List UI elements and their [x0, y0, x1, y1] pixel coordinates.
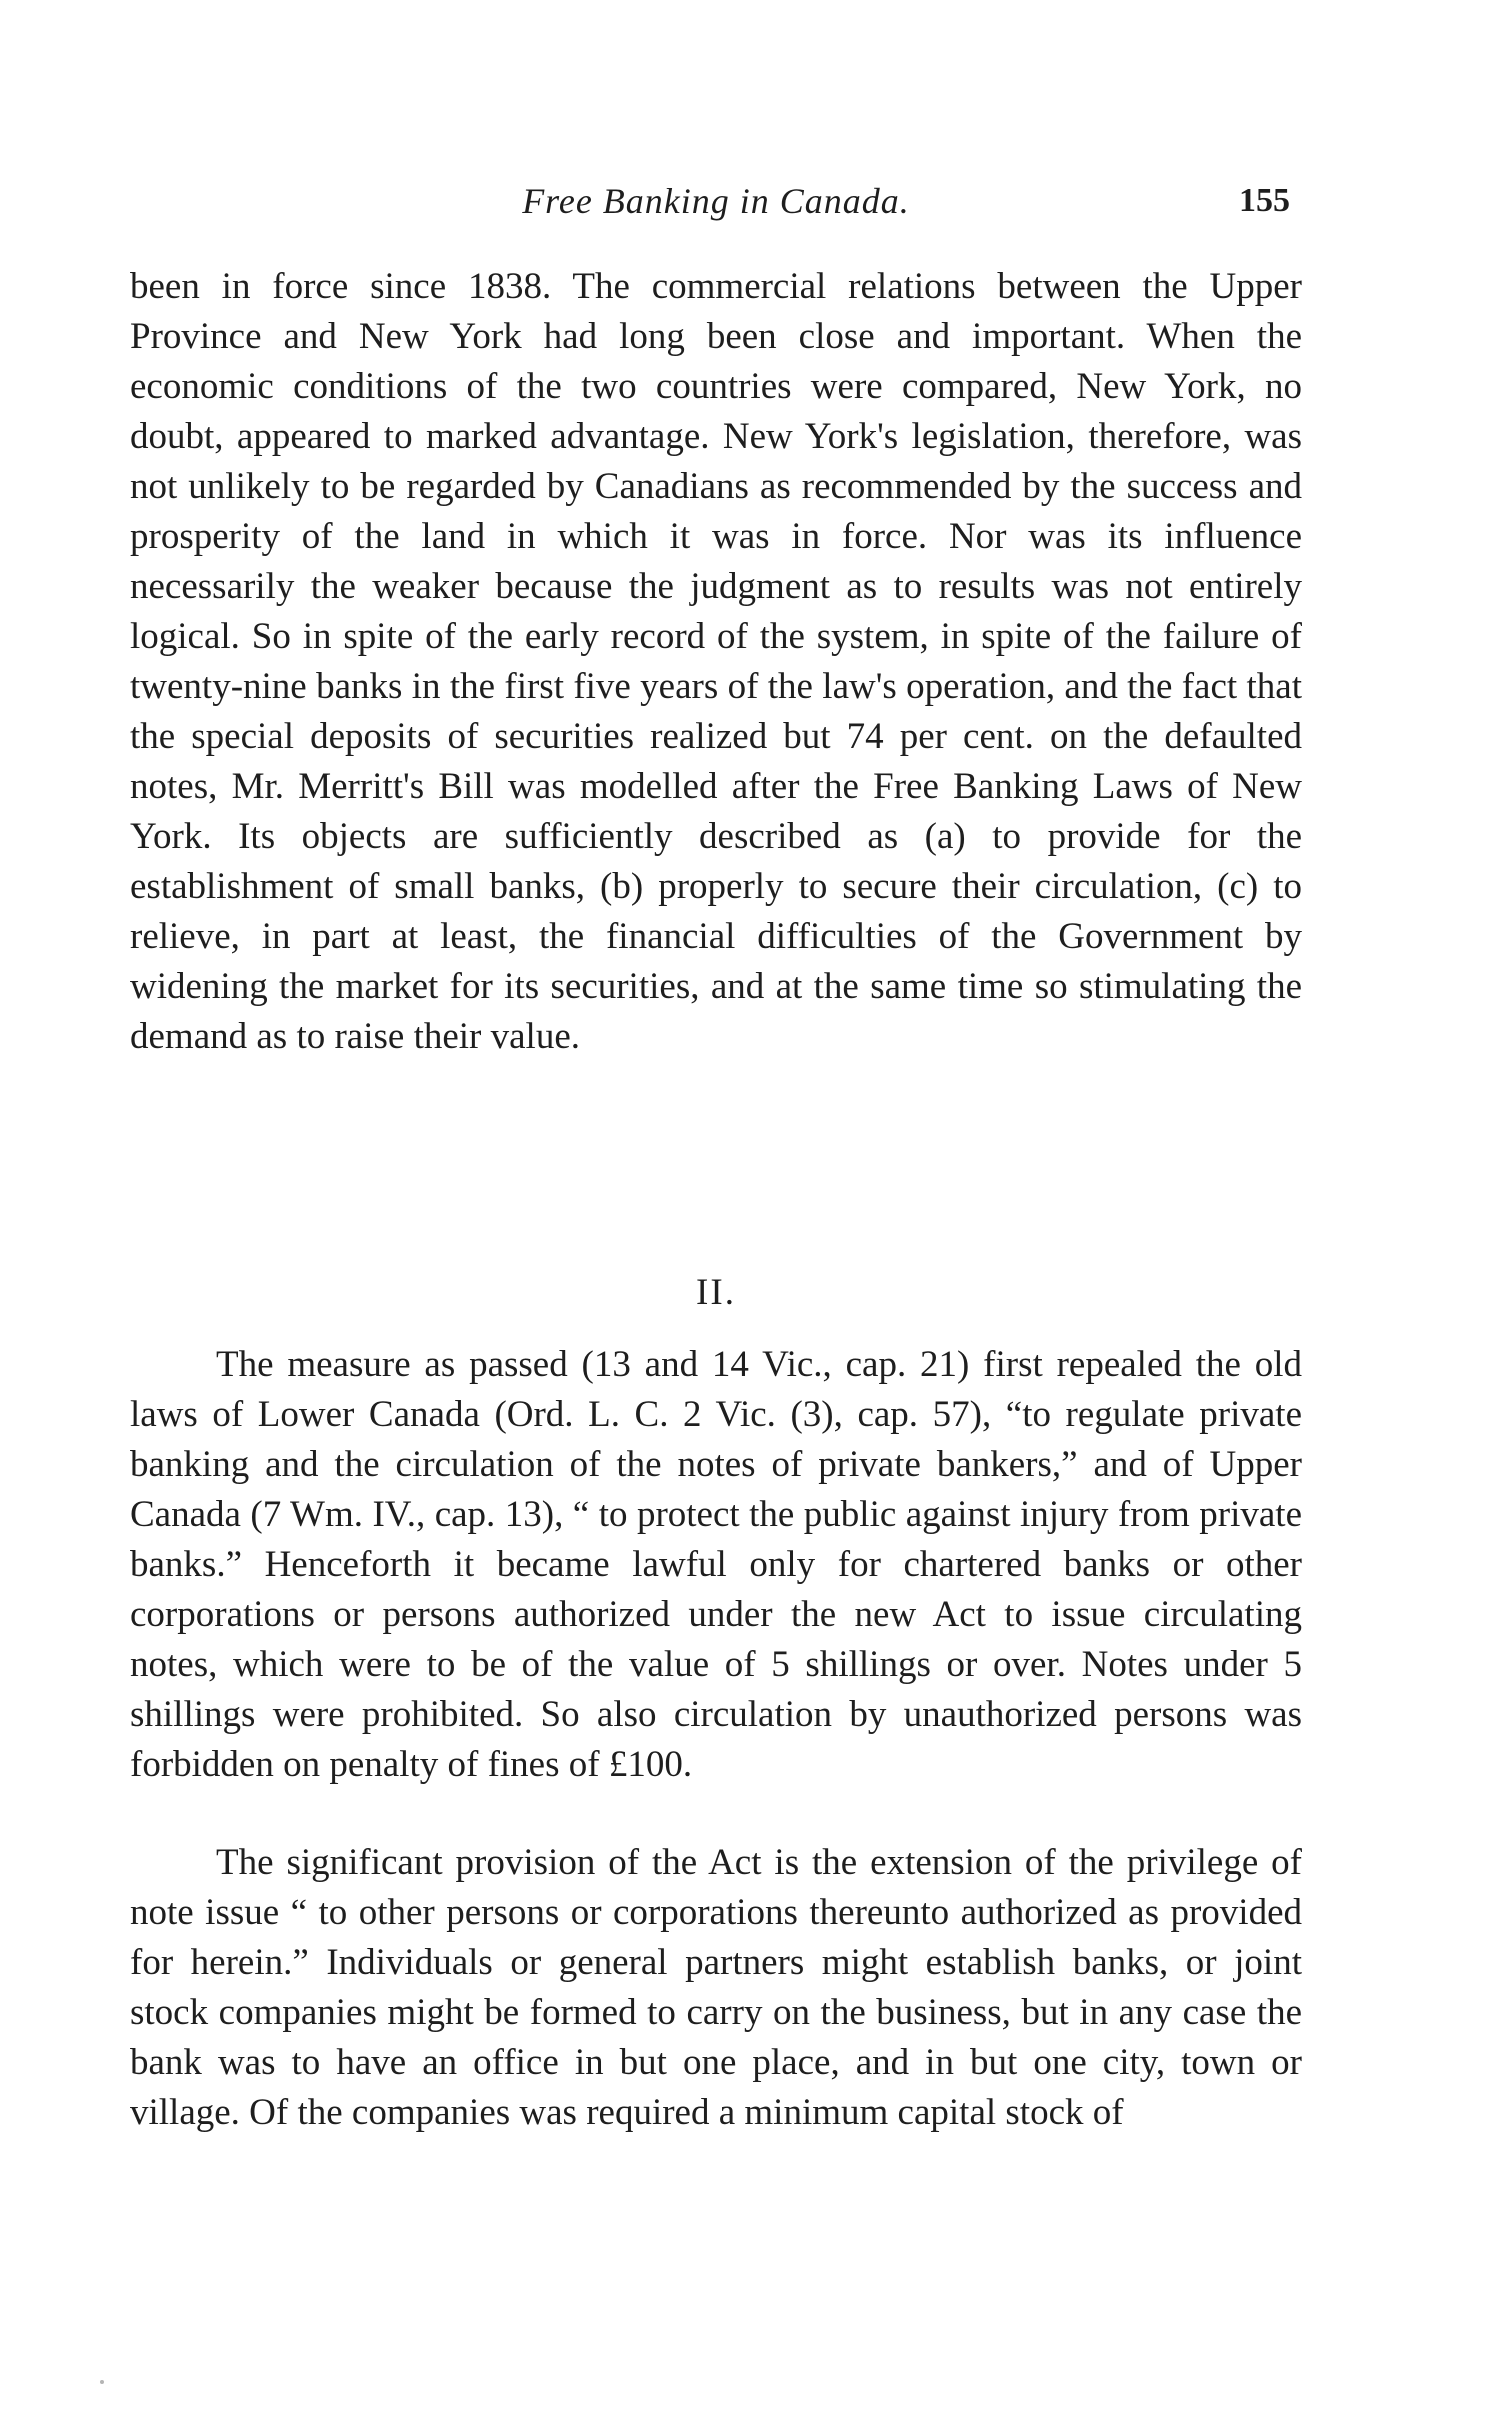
running-head [130, 176, 1302, 226]
paragraph-continued: been in force since 1838. The commercial relations between the Upper Province and New York had long been close and important. When the economic conditions of the two countries were compared, New York, no doubt, appeared to marked advantage. New York's legislation, therefore, was not unlikely to be regarded by Canadians as recommended by the success and prosperity of the land in which it was in force. Nor was its influence necessarily the weaker because the judgment as to results was not entirely logical. So in spite of the early record of the system, in spite of the failure of twenty-nine banks in the first five years of the law's operation, and the fact that the special deposits of securities realized but 74 per cent. on the defaulted notes, Mr. Merritt's Bill was modelled after the Free Banking Laws of New York. Its objects are sufficiently described as (a) to provide for the establishment of small banks, (b) properly to secure their circulation, (c) to relieve, in part at least, the financial difficulties of the Government by widening the market for its securities, and at the same time so stimulating the demand as to raise their value. [130, 266, 1302, 1057]
body-text-lower [130, 1838, 1302, 2138]
page-number: 155 [1239, 182, 1290, 219]
section-heading: II. [696, 1272, 736, 1313]
paragraph-significant-provision: The significant provision of the Act is the extension of the privilege of note issue “ to other persons or corporations thereunto authorized as provided for herein.” Individuals or general partners might establish banks, or joint stock companies might be formed to carry on the business, but in any case the bank was to have an office in but one place, and in but one city, town or village. Of the companies was required a minimum capital stock of [130, 1842, 1302, 2133]
paragraph-measure-passed: The measure as passed (13 and 14 Vic., cap. 21) first repealed the old laws of Lower Canada (Ord. L. C. 2 Vic. (3), cap. 57), “to regulate private banking and the circulation of the notes of private bankers,” and of Upper Canada (7 Wm. IV., cap. 13), “ to protect the public against injury from private banks.” Henceforth it became lawful only for chartered banks or other corporations or persons authorized under the new Act to issue circulating notes, which were to be of the value of 5 shillings or over. Notes under 5 shillings were prohibited. So also circulation by unauthorized persons was forbidden on penalty of fines of £100. [130, 1344, 1302, 1785]
body-text-upper [130, 262, 1302, 1062]
body-text-middle [130, 1340, 1302, 1790]
running-title: Free Banking in Canada. [522, 181, 910, 221]
scan-speck [100, 2380, 104, 2384]
